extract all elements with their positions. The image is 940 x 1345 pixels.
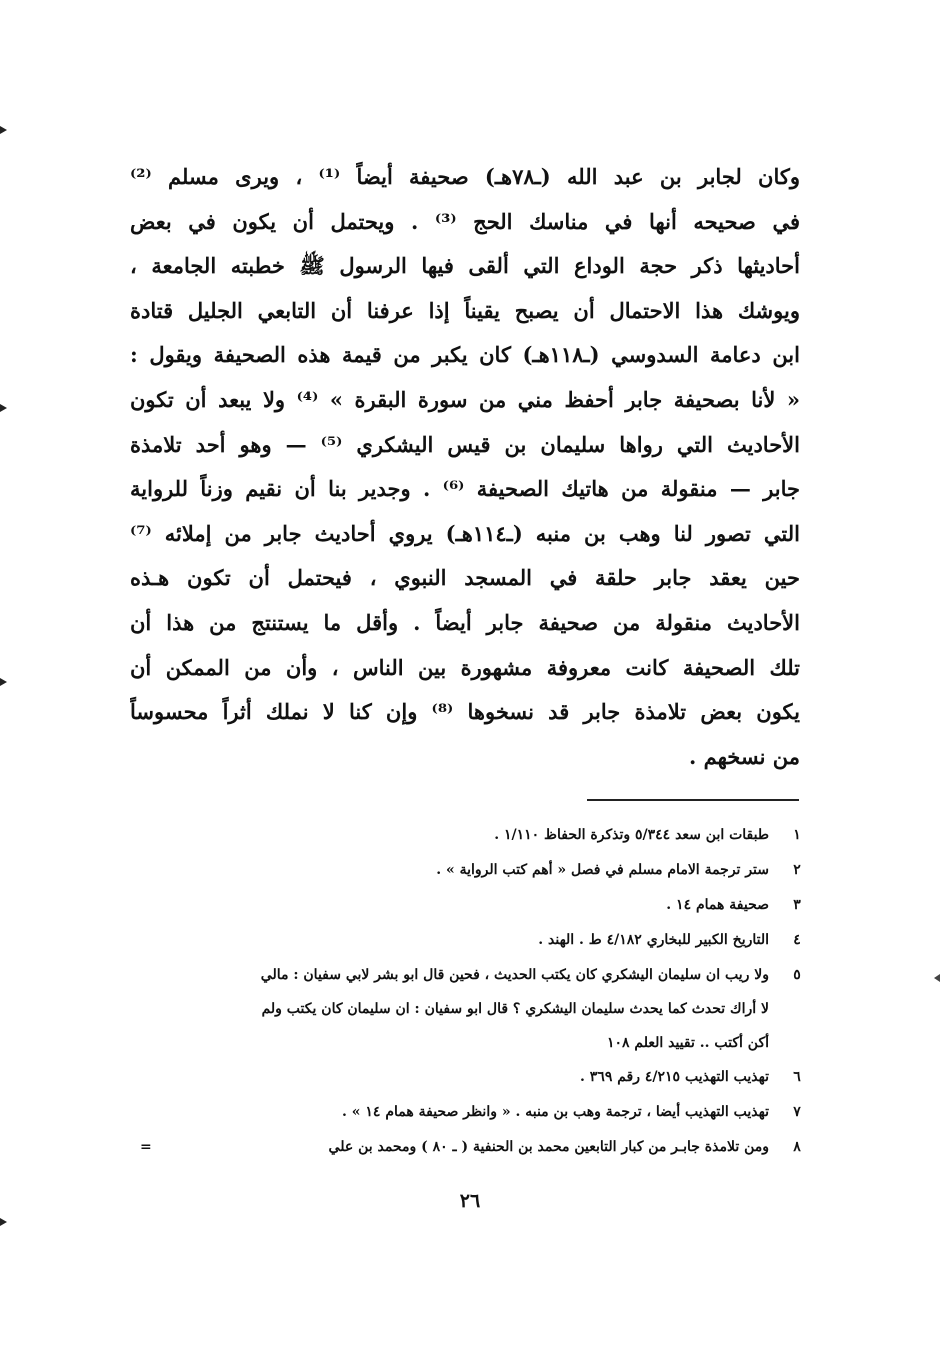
footnote-text: صحيفة همام ١٤ .: [666, 897, 769, 913]
footnote-line: أكن أكتب .. تقييد العلم ١٠٨: [606, 1035, 769, 1051]
footnote-number: ٣: [793, 897, 801, 913]
text-line: من نسخهم .: [689, 743, 800, 769]
text-line: الأحاديث التي رواها سليمان بن قيس اليشكري ⁽⁵⁾ — وهو أحد تلامذة: [130, 431, 800, 457]
text-line: « لأنا بصحيفة جابر أحفظ مني من سورة البقرة » ⁽⁴⁾ ولا يبعد أن تكون: [130, 386, 800, 412]
text-line: حين يعقد جابر حلقة في المسجد النبوي ، فيحتمل أن تكون هـذه: [130, 565, 800, 591]
text-line: جابر — منقولة من هاتيك الصحيفة ⁽⁶⁾ . وجدير بنا أن نقيم وزناً للرواية: [130, 476, 800, 502]
text-line: في صحيحه أنها في مناسك الحج ⁽³⁾ . ويحتمل أن يكون في بعض: [130, 208, 800, 234]
footnote-text: التاريخ الكبير للبخاري ٤/١٨٢ ط . الهند .: [538, 932, 769, 948]
text-line: يكون بعض تلامذة جابر قد نسخوها ⁽⁸⁾ وإن كنا لا نملك أثراً محسوساً: [130, 699, 800, 725]
scan-edge-mark: [934, 974, 940, 982]
footnote-number: ٥: [793, 967, 801, 983]
footnote-5: [130, 958, 805, 1060]
continuation-mark: =: [140, 1139, 152, 1155]
footnote-line: لا أراك تحدث كما يحدث سليمان اليشكري ؟ قال ابو سفيان : ان سليمان كان يكتب ولم: [261, 1001, 769, 1017]
footnote-separator: [587, 799, 799, 801]
footnote-6: [130, 1060, 805, 1095]
text-line: تلك الصحيفة كانت معروفة مشهورة بين الناس ، وأن من الممكن أن: [130, 654, 800, 680]
footnote-number: ٨: [793, 1139, 801, 1155]
scan-edge-mark: [0, 678, 7, 686]
scan-edge-mark: [0, 404, 7, 412]
footnote-text: [130, 958, 769, 1060]
scan-edge-mark: [0, 126, 7, 134]
footnote-3: [130, 888, 805, 923]
footnote-text: ستر ترجمة الامام مسلم في فصل « أهم كتب الرواية » .: [436, 862, 769, 878]
footnote-number: ٤: [793, 932, 801, 948]
footnote-1: [130, 818, 805, 853]
footnote-8: [130, 1130, 805, 1165]
footnote-text: ومن تلامذة جابـر من كبار التابعين محمد بن الحنفية ( ـ ٨٠ ) ومحمد بن علي: [328, 1139, 769, 1155]
text-line: الأحاديث منقولة من صحيفة جابر أيضاً . وأقل ما يستنتج من هذا أن: [130, 609, 800, 635]
footnote-number: ٧: [793, 1104, 801, 1120]
text-line: ابن دعامة السدوسي (ـ١١٨هـ) كان يكبر من قيمة هذه الصحيفة ويقول :: [130, 342, 800, 368]
footnote-text: تهذيب التهذيب ٤/٢١٥ رقم ٣٦٩ .: [580, 1069, 769, 1085]
footnotes: [130, 818, 805, 1165]
scan-edge-mark: [0, 1218, 7, 1226]
text-line: أحاديثها ذكر حجة الوداع التي ألقى فيها الرسول ﷺ خطبته الجامعة ،: [130, 253, 800, 279]
page-number: ٢٦: [459, 1190, 481, 1212]
text-line: التي تصور لنا وهب بن منبه (ـ١١٤هـ) يروي أحاديث جابر من إملائه ⁽⁷⁾: [130, 520, 800, 546]
footnote-number: ٦: [793, 1069, 801, 1085]
text-line: ويوشك هذا الاحتمال أن يصبح يقيناً إذا عرفنا أن التابعي الجليل قتادة: [130, 297, 800, 323]
footnote-text: تهذيب التهذيب أيضا ، ترجمة وهب بن منبه . « وانظر صحيفة همام ١٤ » .: [342, 1104, 769, 1120]
footnote-number: ٢: [793, 862, 801, 878]
footnote-2: [130, 853, 805, 888]
footnote-4: [130, 923, 805, 958]
footnote-7: [130, 1095, 805, 1130]
footnote-line: ولا ريب ان سليمان اليشكري كان يكتب الحديث ، فحين قال ابو بشر لابي سفيان : مالي: [260, 967, 769, 983]
main-text: [130, 155, 800, 779]
text-line: وكان لجابر بن عبد الله (ـ٧٨هـ) صحيفة أيضاً ⁽¹⁾ ، ويرى مسلم ⁽²⁾: [130, 164, 800, 189]
footnote-number: ١: [793, 827, 801, 843]
footnote-text: طبقات ابن سعد ٥/٣٤٤ وتذكرة الحفاظ ١/١١٠ .: [494, 827, 769, 843]
